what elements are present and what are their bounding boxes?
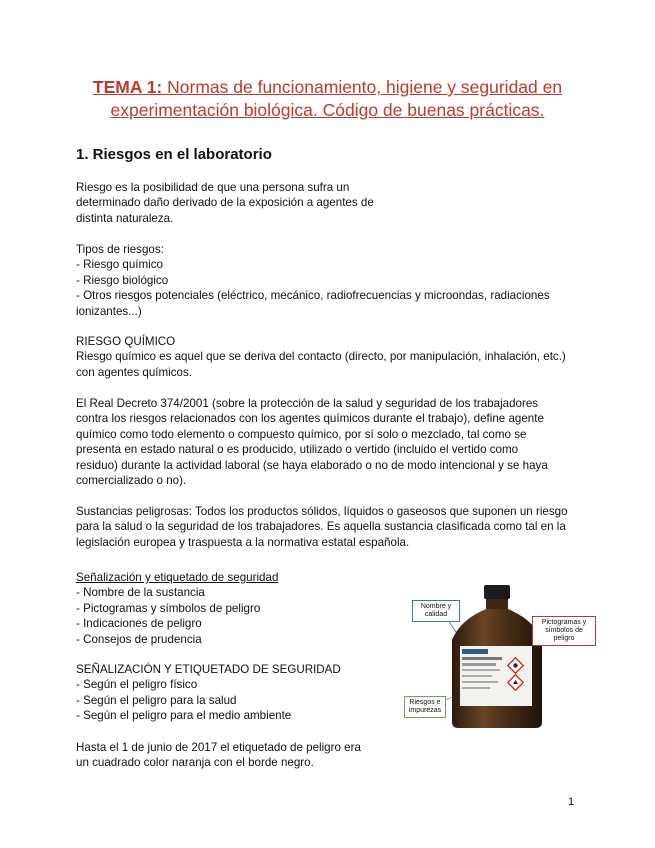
list-item: - Nombre de la sustancia — [76, 586, 205, 600]
subheading: Señalización y etiquetado de seguridad — [76, 571, 279, 584]
list-item: - Riesgo químico — [76, 258, 163, 272]
callout-name-quality: Nombre y calidad — [412, 600, 460, 622]
text-line: residuo) durante la actividad laboral (se haya elaborado o no de modo intencional y se haya — [76, 458, 548, 472]
list-item: - Según el peligro para la salud — [76, 693, 237, 707]
document-title — [40, 76, 615, 122]
text-line: para la salud o la seguridad de los trabajadores. Es aquella sustancia clasificada como tal en la — [76, 520, 566, 534]
text-line: contra los riesgos relacionados con los agentes químicos durante el trabajo), define agente — [76, 412, 544, 426]
hazardous-substances-paragraph — [76, 504, 568, 550]
text-line: comercializado o no). — [76, 474, 187, 488]
risk-types-list — [76, 242, 550, 319]
list-item: - Indicaciones de peligro — [76, 617, 202, 631]
callout-pictograms: Pictogramas y símbolos de peligro — [532, 616, 596, 646]
text-line: Riesgo es la posibilidad de que una persona sufra un — [76, 181, 350, 194]
intro-paragraph — [76, 180, 374, 226]
labeling-criteria-list — [76, 662, 341, 724]
title-line-2: experimentación biológica. Código de buenas prácticas. — [110, 100, 545, 120]
chemical-bottle-figure — [400, 580, 595, 730]
list-item: - Otros riesgos potenciales (eléctrico, mecánico, radiofrecuencias y microondas, radiaciones — [76, 289, 550, 303]
section-heading: 1. Riesgos en el laboratorio — [76, 146, 272, 163]
text-line: legislación europea y traspuesta a la normativa estatal española. — [76, 535, 410, 549]
callout-risks: Riesgos e impurezas — [404, 696, 446, 718]
subheading: RIESGO QUÍMICO — [76, 335, 176, 348]
title-line-1: Normas de funcionamiento, higiene y seguridad en — [162, 77, 563, 97]
text-line: Sustancias peligrosas: Todos los productos sólidos, líquidos o gaseosos que suponen un riesgo — [76, 505, 568, 518]
text-line: Tipos de riesgos: — [76, 243, 164, 256]
list-item: - Consejos de prudencia — [76, 632, 202, 646]
list-item: - Según el peligro para el medio ambiente — [76, 709, 292, 723]
text-line: con agentes químicos. — [76, 365, 193, 379]
list-item: - Según el peligro físico — [76, 678, 198, 692]
history-paragraph — [76, 740, 361, 771]
text-line: un cuadrado color naranja con el borde negro. — [76, 756, 314, 770]
text-line: ionizantes...) — [76, 304, 142, 318]
text-line: Hasta el 1 de junio de 2017 el etiquetado de peligro era — [76, 741, 361, 754]
text-line: determinado daño derivado de la exposición a agentes de — [76, 196, 374, 210]
list-item: - Riesgo biológico — [76, 273, 169, 287]
decree-paragraph — [76, 396, 548, 488]
labeling-list — [76, 570, 278, 647]
subheading: SEÑALIZACIÓN Y ETIQUETADO DE SEGURIDAD — [76, 663, 341, 676]
chemical-risk-paragraph — [76, 334, 566, 380]
text-line: distinta naturaleza. — [76, 211, 174, 225]
text-line: químico como todo elemento o compuesto químico, por sí solo o mezclado, tal como se — [76, 427, 527, 441]
page-number: 1 — [568, 796, 575, 808]
list-item: - Pictogramas y símbolos de peligro — [76, 601, 261, 615]
text-line: presenta en estado natural o es producido, utilizado o vertido (incluido el vertido como — [76, 443, 519, 457]
title-prefix: TEMA 1: — [92, 77, 163, 97]
text-line: Riesgo químico es aquel que se deriva del contacto (directo, por manipulación, inhalación, etc.) — [76, 350, 566, 364]
text-line: El Real Decreto 374/2001 (sobre la protección de la salud y seguridad de los trabajadores — [76, 397, 539, 410]
